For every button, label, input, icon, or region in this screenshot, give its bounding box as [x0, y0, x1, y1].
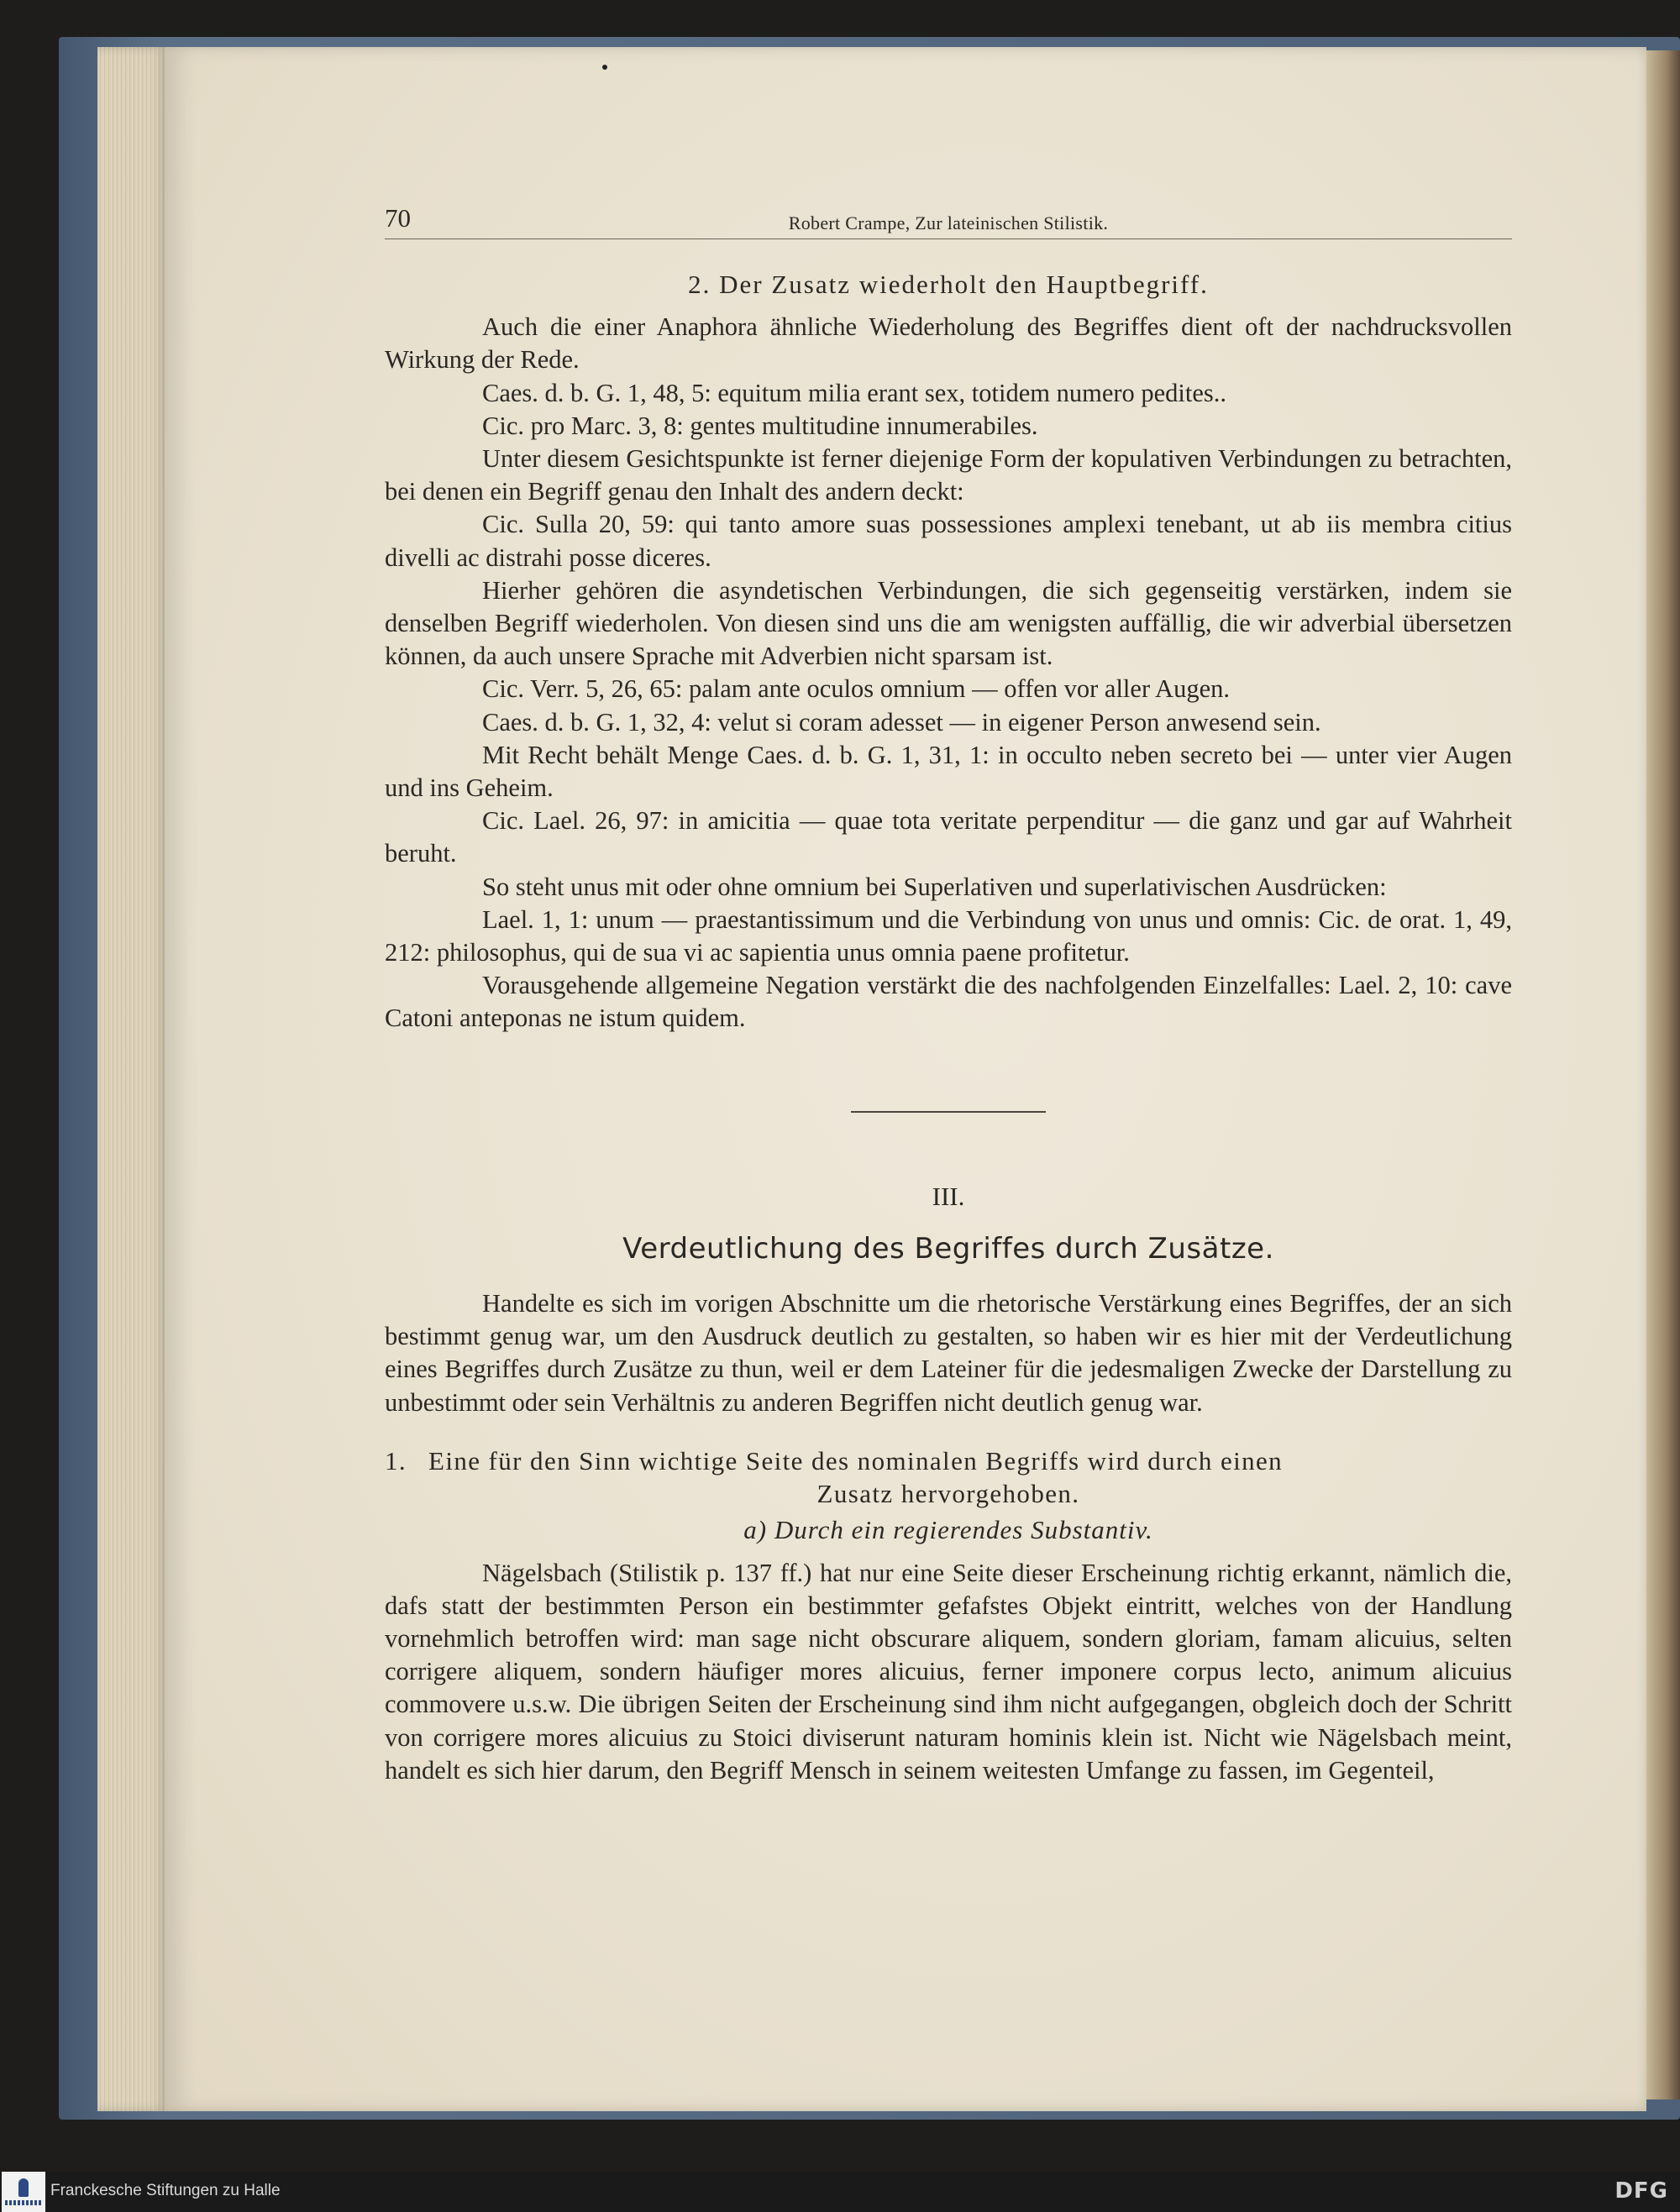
- paragraph: Hierher gehören die asyndetischen Verbindungen, die sich gegenseitig verstärken, indem sie denselben Begriff wiederholen. Von diesen sind uns die am wenigsten auffällig, die wir adverbial übersetzen können, da auch unsere Sprache mit Adverbien nicht sparsam ist.: [385, 575, 1512, 671]
- example-line: Caes. d. b. G. 1, 48, 5: equitum milia erant sex, totidem numero pedites..: [482, 378, 1227, 407]
- example-line: Caes. d. b. G. 1, 32, 4: velut si coram adesset — in eigener Person anwesend sein.: [482, 707, 1321, 736]
- chapter-title: Verdeutlichung des Begriffes durch Zusätze.: [622, 1231, 1274, 1266]
- running-head: [385, 202, 1512, 239]
- ink-dot: [602, 65, 607, 70]
- subsection-heading: a) Durch ein regierendes Substantiv.: [743, 1515, 1153, 1545]
- heading-line: Zusatz hervorgehoben.: [816, 1479, 1080, 1509]
- numbered-heading: [385, 1444, 1512, 1510]
- paragraph: Handelte es sich im vorigen Abschnitte um die rhetorische Verstärkung eines Begriffes, der an sich bestimmt genug war, um den Ausdruck deutlich zu gestalten, so haben wir es hier mit der Verdeutlichung eines Begriffes durch Zusätze zu thun, weil er dem Lateiner für die jedesmaligen Zwecke der Darstellung zu unbestimmt oder sein Verhältnis zu anderen Begriffen nicht deutlich genug war.: [385, 1289, 1512, 1417]
- paragraph: Cic. Sulla 20, 59: qui tanto amore suas possessiones amplexi tenebant, ut ab iis membra citius divelli ac distrahi posse diceres.: [385, 510, 1512, 572]
- paragraph: Nägelsbach (Stilistik p. 137 ff.) hat nur eine Seite dieser Erscheinung richtig erkannt, nämlich die, dafs statt der bestimmten Person ein bestimmter gefafstes Objekt eintritt, welches von der Handlung vornehmlich betroffen wird: man sage nicht obscurare aliquem, sondern gloriam, famam alicuius, selten corrigere aliquem, sondern häufiger mores alicuius, ferner imponere corpus lecto, animum alicuius commovere u.s.w. Die übrigen Seiten der Erscheinung sind ihm nicht aufgegangen, obgleich doch der Schritt von corrigere mores alicuius zu Stoici diviserunt naturam hominis klein ist. Nicht wie Nägelsbach meint, handelt es sich hier darum, den Begriff Mensch in seinem weitesten Umfange zu fassen, im Gegenteil,: [385, 1558, 1512, 1785]
- heading-number: 1.: [385, 1445, 407, 1476]
- library-name: Franckesche Stiftungen zu Halle: [50, 2182, 281, 2199]
- paragraph: So steht unus mit oder ohne omnium bei Superlativen und superlativischen Ausdrücken:: [482, 872, 1387, 901]
- paragraph: Auch die einer Anaphora ähnliche Wiederholung des Begriffes dient oft der nachdrucksvollen Wirkung der Rede.: [385, 312, 1512, 375]
- book-right-edge: [1646, 50, 1680, 2099]
- page-edges: [97, 47, 168, 2111]
- running-title: Robert Crampe, Zur lateinischen Stilistik.: [788, 212, 1109, 233]
- paragraph: Cic. Lael. 26, 97: in amicitia — quae tota veritate perpenditur — die ganz und gar auf Wahrheit beruht.: [385, 806, 1512, 868]
- section-heading: 2. Der Zusatz wiederholt den Hauptbegriff.: [688, 270, 1209, 299]
- example-line: Cic. pro Marc. 3, 8: gentes multitudine innumerabiles.: [482, 411, 1038, 440]
- example-line: Cic. Verr. 5, 26, 65: palam ante oculos omnium — offen vor aller Augen.: [482, 674, 1230, 704]
- dfg-logo: DFG: [1614, 2178, 1668, 2204]
- page-content: [385, 202, 1512, 1787]
- library-logo-icon: [2, 2172, 45, 2212]
- paragraph: Mit Recht behält Menge Caes. d. b. G. 1, 31, 1: in occulto neben secreto bei — unter vier Augen und ins Geheim.: [385, 740, 1512, 803]
- section-divider: [851, 1111, 1046, 1113]
- paragraph: Lael. 1, 1: unum — praestantissimum und die Verbindung von unus und omnis: Cic. de orat. 1, 49, 212: philosophus, qui de sua vi ac sapientia unus omnia paene profitetur.: [385, 904, 1512, 967]
- paragraph: Unter diesem Gesichtspunkte ist ferner diejenige Form der kopulativen Verbindungen zu betrachten, bei denen ein Begriff genau den Inhalt des andern deckt:: [385, 444, 1512, 506]
- page-number: 70: [385, 203, 411, 233]
- paragraph: Vorausgehende allgemeine Negation verstärkt die des nachfolgenden Einzelfalles: Lael. 2, 10: cave Catoni anteponas ne istum quidem.: [385, 971, 1512, 1033]
- chapter-number: III.: [932, 1181, 965, 1211]
- heading-line: Eine für den Sinn wichtige Seite des nominalen Begriffs wird durch einen: [428, 1445, 1284, 1476]
